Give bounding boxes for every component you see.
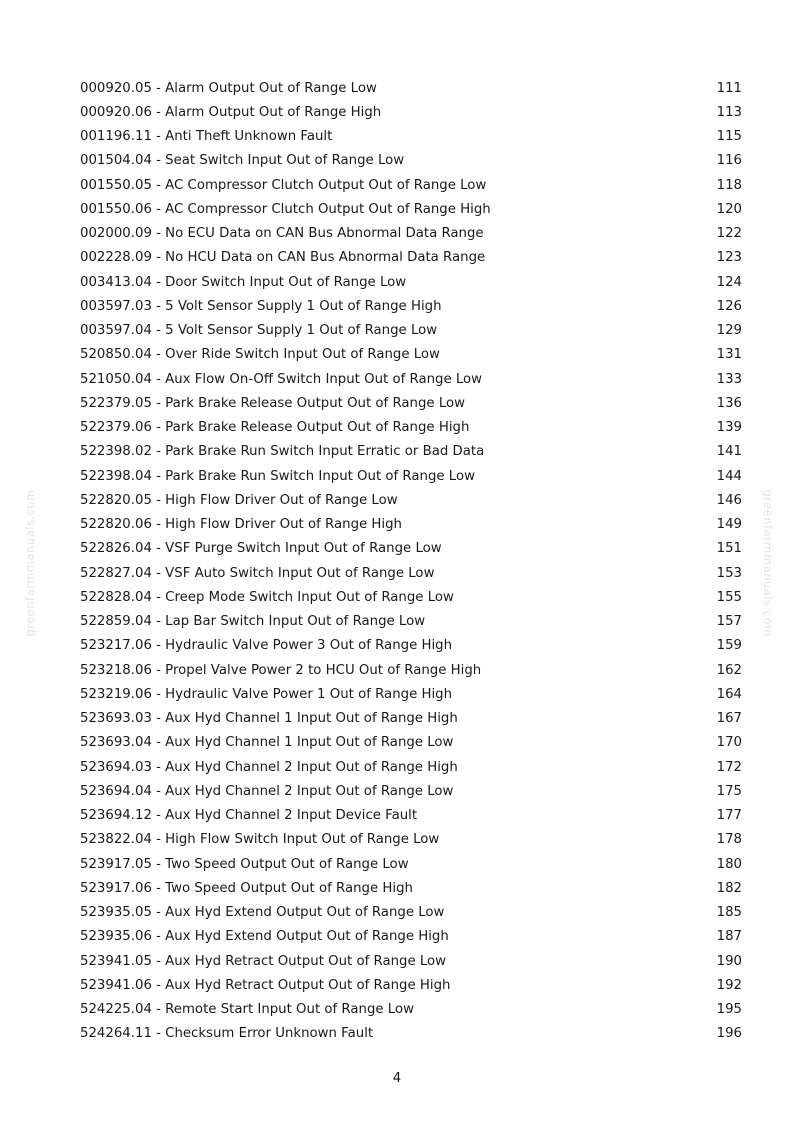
toc-entry-page: 126 bbox=[716, 298, 742, 314]
toc-entry-page: 167 bbox=[716, 711, 742, 727]
toc-row[interactable] bbox=[80, 173, 742, 197]
toc-entry-title: 523694.04 - Aux Hyd Channel 2 Input Out of Range Low bbox=[80, 783, 454, 799]
toc-row[interactable] bbox=[80, 731, 742, 755]
toc-entry-page: 182 bbox=[716, 880, 742, 896]
toc-entry-title: 522820.06 - High Flow Driver Out of Range High bbox=[80, 517, 402, 533]
toc-entry-title: 522828.04 - Creep Mode Switch Input Out of Range Low bbox=[80, 589, 454, 605]
toc-entry-title: 523917.06 - Two Speed Output Out of Range High bbox=[80, 880, 413, 896]
toc-entry-title: 523941.05 - Aux Hyd Retract Output Out of Range Low bbox=[80, 953, 447, 969]
toc-entry-title: 520850.04 - Over Ride Switch Input Out of Range Low bbox=[80, 347, 440, 363]
toc-entry-title: 523694.03 - Aux Hyd Channel 2 Input Out of Range High bbox=[80, 759, 458, 775]
toc-entry-title: 523917.05 - Two Speed Output Out of Range Low bbox=[80, 856, 409, 872]
toc-entry-page: 113 bbox=[716, 104, 742, 120]
toc-row[interactable] bbox=[80, 100, 742, 124]
toc-entry-page: 196 bbox=[716, 1026, 742, 1042]
toc-entry-title: 522398.02 - Park Brake Run Switch Input Erratic or Bad Data bbox=[80, 444, 485, 460]
toc-entry-page: 133 bbox=[716, 371, 742, 387]
toc-row[interactable] bbox=[80, 998, 742, 1022]
toc-row[interactable] bbox=[80, 828, 742, 852]
toc-entry-page: 185 bbox=[716, 905, 742, 921]
toc-row[interactable] bbox=[80, 973, 742, 997]
toc-entry-page: 122 bbox=[716, 226, 742, 242]
toc-entry-page: 159 bbox=[716, 638, 742, 654]
toc-entry-title: 523935.06 - Aux Hyd Extend Output Out of Range High bbox=[80, 929, 449, 945]
toc-entry-page: 180 bbox=[716, 856, 742, 872]
toc-entry-title: 522398.04 - Park Brake Run Switch Input Out of Range Low bbox=[80, 468, 475, 484]
toc-entry-title: 001550.05 - AC Compressor Clutch Output Out of Range Low bbox=[80, 177, 487, 193]
toc-row[interactable] bbox=[80, 343, 742, 367]
toc-row[interactable] bbox=[80, 1022, 742, 1046]
toc-row[interactable] bbox=[80, 804, 742, 828]
toc-row[interactable] bbox=[80, 222, 742, 246]
toc-entry-page: 124 bbox=[716, 274, 742, 290]
toc-entry-title: 000920.05 - Alarm Output Out of Range Low bbox=[80, 80, 377, 96]
toc-row[interactable] bbox=[80, 294, 742, 318]
watermark-left: greenfarmmanuals.com bbox=[23, 489, 37, 637]
toc-row[interactable] bbox=[80, 270, 742, 294]
toc-entry-title: 003597.04 - 5 Volt Sensor Supply 1 Out of Range Low bbox=[80, 323, 438, 339]
toc-row[interactable] bbox=[80, 367, 742, 391]
toc-row[interactable] bbox=[80, 464, 742, 488]
toc-row[interactable] bbox=[80, 925, 742, 949]
toc-entry-page: 129 bbox=[716, 323, 742, 339]
toc-entry-page: 175 bbox=[716, 783, 742, 799]
toc-row[interactable] bbox=[80, 488, 742, 512]
toc-entry-page: 139 bbox=[716, 420, 742, 436]
toc-row[interactable] bbox=[80, 416, 742, 440]
toc-row[interactable] bbox=[80, 901, 742, 925]
toc-entry-page: 164 bbox=[716, 686, 742, 702]
toc-entry-page: 192 bbox=[716, 977, 742, 993]
toc-entry-title: 523822.04 - High Flow Switch Input Out of Range Low bbox=[80, 832, 440, 848]
toc-entry-page: 123 bbox=[716, 250, 742, 266]
toc-entry-title: 523941.06 - Aux Hyd Retract Output Out of Range High bbox=[80, 977, 451, 993]
toc-row[interactable] bbox=[80, 440, 742, 464]
toc-entry-title: 522859.04 - Lap Bar Switch Input Out of Range Low bbox=[80, 614, 426, 630]
toc-row[interactable] bbox=[80, 319, 742, 343]
toc-row[interactable] bbox=[80, 755, 742, 779]
toc-entry-page: 155 bbox=[716, 589, 742, 605]
toc-entry-title: 002228.09 - No HCU Data on CAN Bus Abnormal Data Range bbox=[80, 250, 486, 266]
toc-entry-title: 521050.04 - Aux Flow On-Off Switch Input Out of Range Low bbox=[80, 371, 483, 387]
toc-entry-title: 522379.06 - Park Brake Release Output Out of Range High bbox=[80, 420, 470, 436]
table-of-contents bbox=[80, 76, 742, 1046]
toc-row[interactable] bbox=[80, 610, 742, 634]
toc-entry-page: 157 bbox=[716, 614, 742, 630]
toc-entry-title: 001550.06 - AC Compressor Clutch Output Out of Range High bbox=[80, 201, 491, 217]
toc-row[interactable] bbox=[80, 585, 742, 609]
toc-entry-title: 523693.03 - Aux Hyd Channel 1 Input Out of Range High bbox=[80, 711, 458, 727]
toc-entry-title: 002000.09 - No ECU Data on CAN Bus Abnormal Data Range bbox=[80, 226, 484, 242]
toc-row[interactable] bbox=[80, 876, 742, 900]
toc-entry-title: 523217.06 - Hydraulic Valve Power 3 Out of Range High bbox=[80, 638, 453, 654]
toc-row[interactable] bbox=[80, 561, 742, 585]
toc-entry-title: 523218.06 - Propel Valve Power 2 to HCU Out of Range High bbox=[80, 662, 482, 678]
toc-entry-title: 522379.05 - Park Brake Release Output Out of Range Low bbox=[80, 395, 466, 411]
toc-row[interactable] bbox=[80, 682, 742, 706]
toc-entry-title: 523219.06 - Hydraulic Valve Power 1 Out of Range High bbox=[80, 686, 453, 702]
toc-entry-title: 522826.04 - VSF Purge Switch Input Out of Range Low bbox=[80, 541, 442, 557]
toc-row[interactable] bbox=[80, 852, 742, 876]
toc-entry-page: 116 bbox=[716, 153, 742, 169]
toc-row[interactable] bbox=[80, 634, 742, 658]
toc-entry-page: 136 bbox=[716, 395, 742, 411]
toc-entry-page: 177 bbox=[716, 808, 742, 824]
toc-row[interactable] bbox=[80, 513, 742, 537]
toc-row[interactable] bbox=[80, 246, 742, 270]
toc-entry-page: 153 bbox=[716, 565, 742, 581]
toc-row[interactable] bbox=[80, 125, 742, 149]
toc-entry-title: 524225.04 - Remote Start Input Out of Range Low bbox=[80, 1002, 414, 1018]
toc-entry-title: 001196.11 - Anti Theft Unknown Fault bbox=[80, 129, 333, 145]
toc-row[interactable] bbox=[80, 779, 742, 803]
toc-entry-title: 003413.04 - Door Switch Input Out of Range Low bbox=[80, 274, 407, 290]
toc-entry-title: 524264.11 - Checksum Error Unknown Fault bbox=[80, 1026, 374, 1042]
toc-row[interactable] bbox=[80, 537, 742, 561]
toc-row[interactable] bbox=[80, 658, 742, 682]
toc-entry-title: 523694.12 - Aux Hyd Channel 2 Input Device Fault bbox=[80, 808, 418, 824]
toc-entry-page: 115 bbox=[716, 129, 742, 145]
toc-entry-page: 151 bbox=[716, 541, 742, 557]
toc-row[interactable] bbox=[80, 391, 742, 415]
toc-entry-page: 120 bbox=[716, 201, 742, 217]
toc-row[interactable] bbox=[80, 149, 742, 173]
toc-entry-page: 162 bbox=[716, 662, 742, 678]
toc-entry-page: 118 bbox=[716, 177, 742, 193]
toc-entry-title: 522820.05 - High Flow Driver Out of Range Low bbox=[80, 492, 398, 508]
toc-entry-page: 190 bbox=[716, 953, 742, 969]
toc-entry-title: 001504.04 - Seat Switch Input Out of Range Low bbox=[80, 153, 405, 169]
watermark-right: greenfarmmanuals.com bbox=[761, 489, 775, 637]
toc-entry-title: 522827.04 - VSF Auto Switch Input Out of Range Low bbox=[80, 565, 435, 581]
toc-entry-page: 178 bbox=[716, 832, 742, 848]
toc-row[interactable] bbox=[80, 707, 742, 731]
toc-entry-page: 172 bbox=[716, 759, 742, 775]
toc-entry-page: 195 bbox=[716, 1002, 742, 1018]
toc-entry-page: 144 bbox=[716, 468, 742, 484]
toc-entry-title: 523935.05 - Aux Hyd Extend Output Out of Range Low bbox=[80, 905, 445, 921]
toc-entry-page: 170 bbox=[716, 735, 742, 751]
toc-entry-title: 523693.04 - Aux Hyd Channel 1 Input Out of Range Low bbox=[80, 735, 454, 751]
toc-entry-page: 187 bbox=[716, 929, 742, 945]
toc-entry-title: 003597.03 - 5 Volt Sensor Supply 1 Out of Range High bbox=[80, 298, 442, 314]
toc-entry-page: 111 bbox=[716, 80, 742, 96]
toc-entry-page: 146 bbox=[716, 492, 742, 508]
toc-row[interactable] bbox=[80, 76, 742, 100]
toc-entry-page: 131 bbox=[716, 347, 742, 363]
toc-entry-page: 141 bbox=[716, 444, 742, 460]
toc-entry-page: 149 bbox=[716, 517, 742, 533]
toc-row[interactable] bbox=[80, 949, 742, 973]
page-number: 4 bbox=[392, 1071, 402, 1086]
toc-row[interactable] bbox=[80, 197, 742, 221]
toc-entry-title: 000920.06 - Alarm Output Out of Range High bbox=[80, 104, 382, 120]
